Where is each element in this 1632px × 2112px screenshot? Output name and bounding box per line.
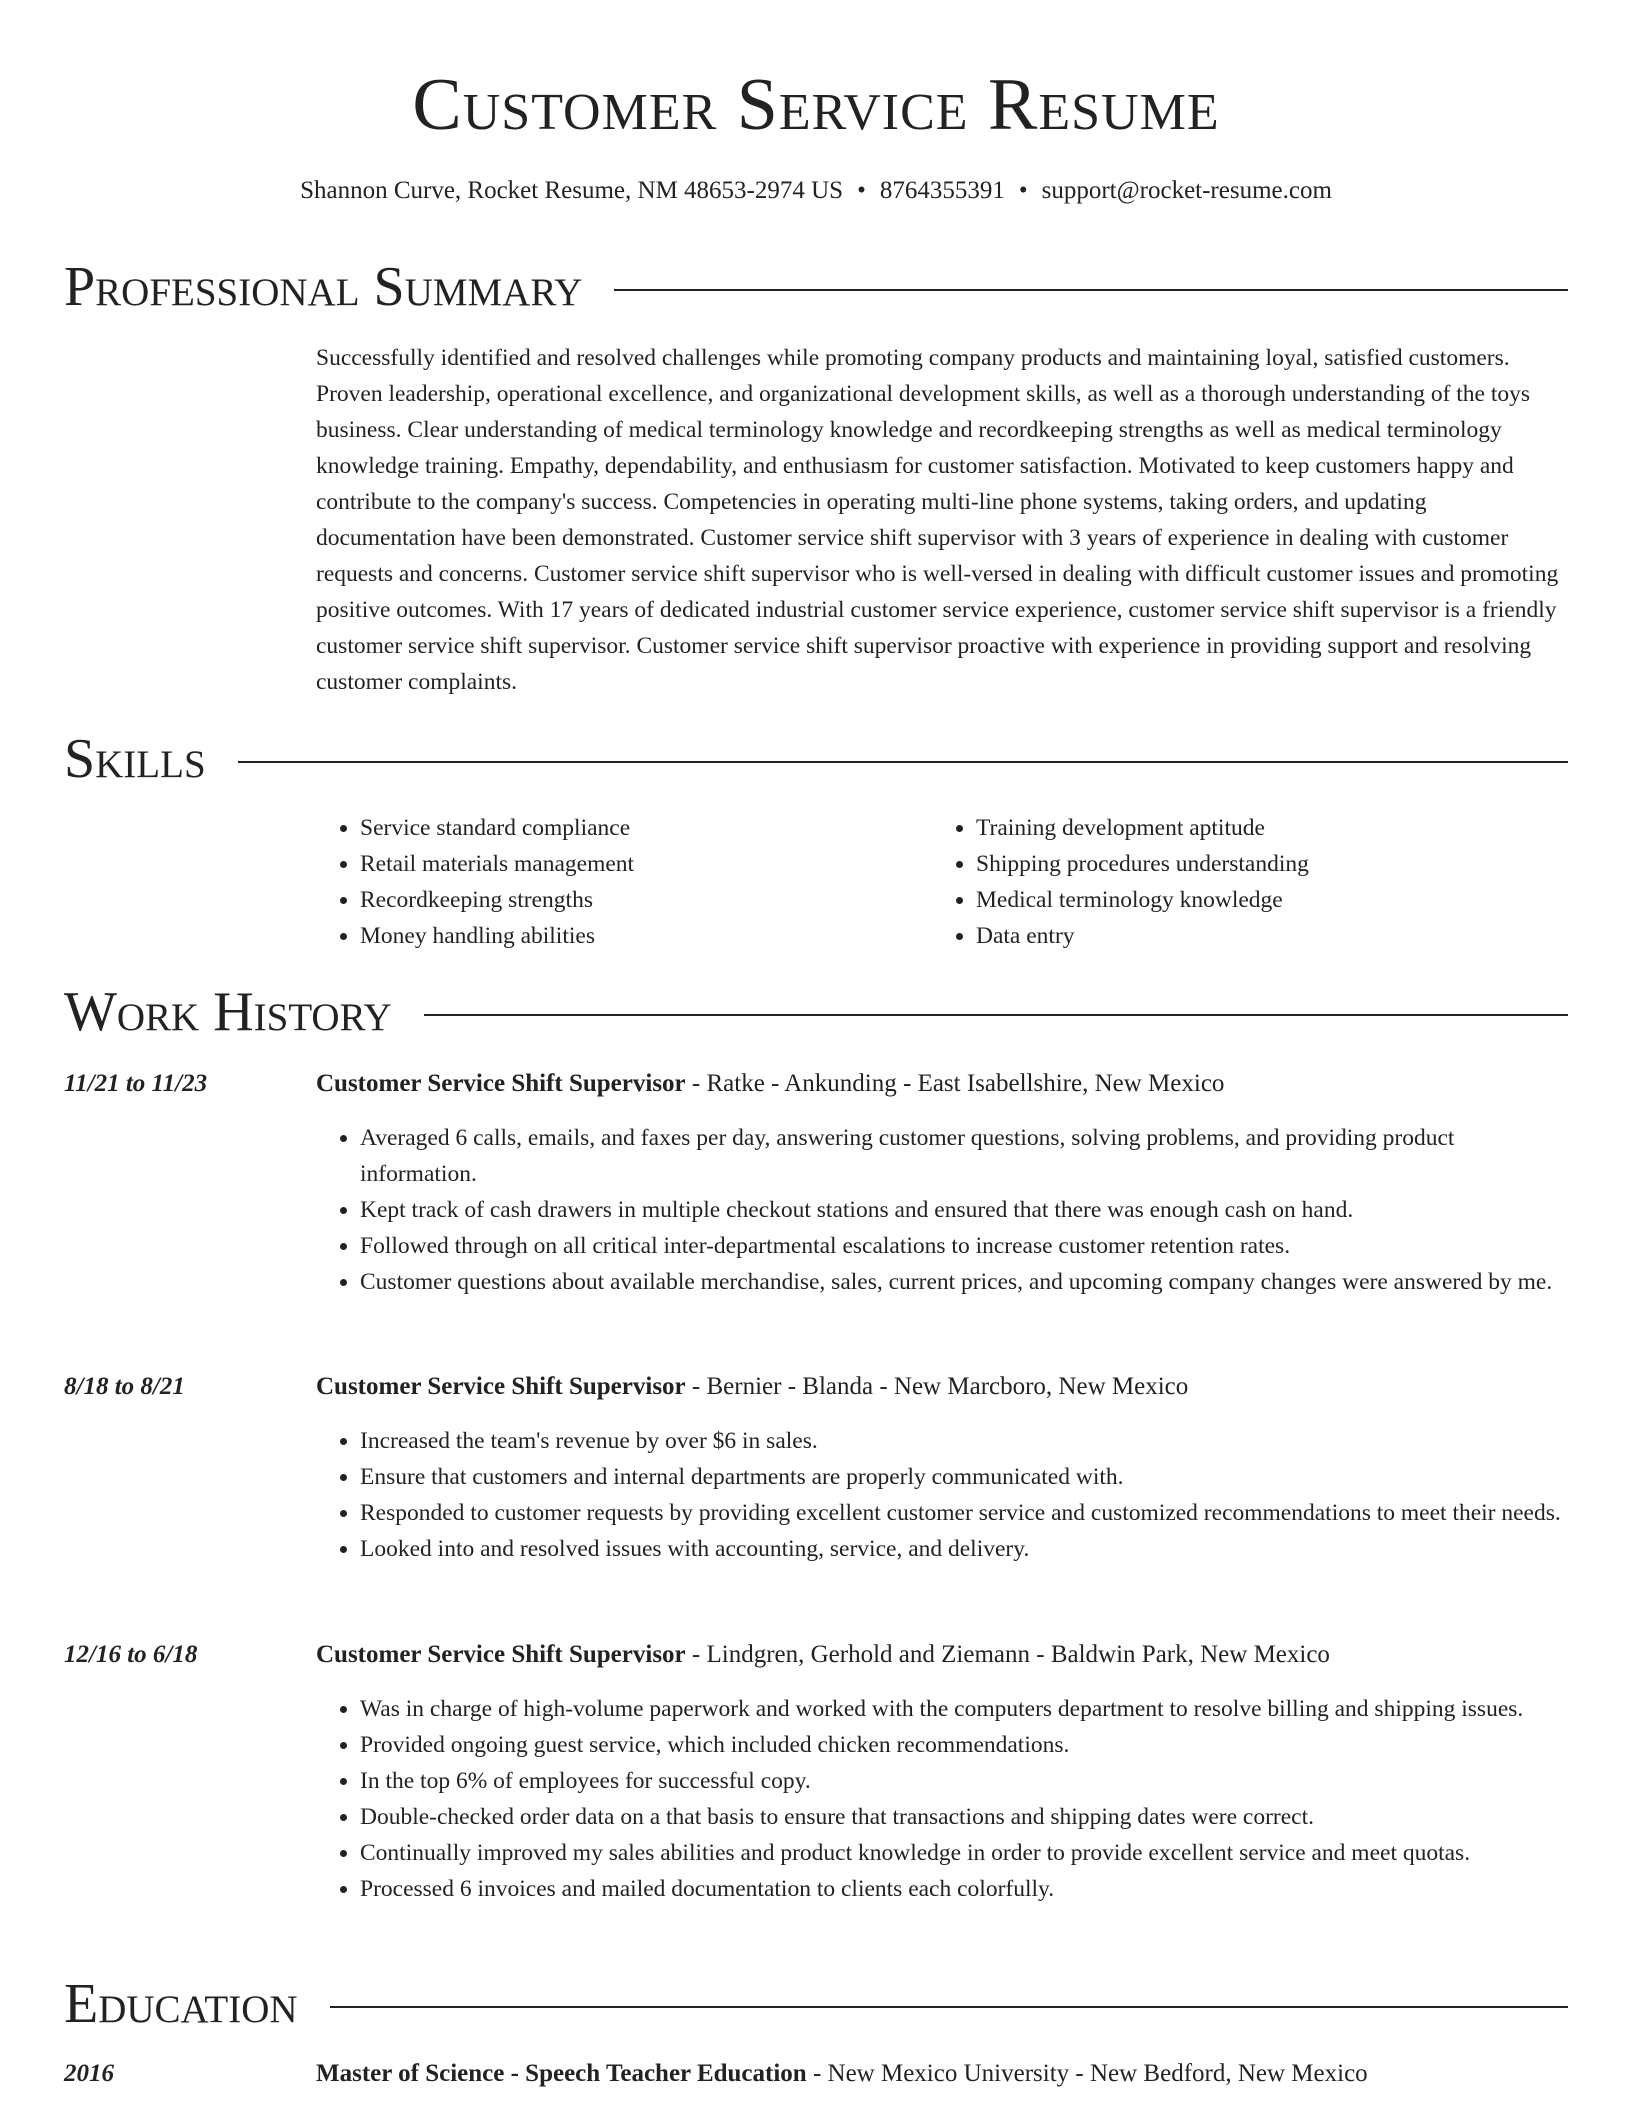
job-bullet: • Ensure that customers and internal departments are properly communicated with. [360, 1459, 1568, 1495]
job-employer: - Lindgren, Gerhold and Ziemann - Baldwin Park, New Mexico [685, 1641, 1330, 1668]
bullet-separator: • [857, 177, 866, 204]
skills-list-right [932, 810, 1576, 954]
job-bullet: • In the top 6% of employees for successful copy. [360, 1763, 1568, 1799]
heading-rule [614, 289, 1568, 291]
education-heading-text: Education [64, 1973, 298, 2035]
skill-item: • Service standard compliance [360, 810, 960, 846]
contact-line [0, 174, 1632, 208]
job-title-line [316, 1369, 1568, 1405]
heading-rule [330, 2006, 1568, 2008]
skills-heading-text: Skills [64, 728, 206, 790]
job-bullet: • Responded to customer requests by providing excellent customer service and customized recommendations to meet their needs. [360, 1495, 1568, 1531]
job-dates: 8/18 to 8/21 [64, 1373, 185, 1400]
job-bullet: • Looked into and resolved issues with accounting, service, and delivery. [360, 1531, 1568, 1567]
job-bullet: • Processed 6 invoices and mailed documentation to clients each colorfully. [360, 1871, 1568, 1907]
job-dates: 11/21 to 11/23 [64, 1070, 208, 1097]
job-role: Customer Service Shift Supervisor [316, 1070, 686, 1097]
job-dates: 12/16 to 6/18 [64, 1641, 198, 1668]
job-role: Customer Service Shift Supervisor [316, 1373, 686, 1400]
summary-heading-text: Professional Summary [64, 256, 583, 318]
skill-item: • Data entry [976, 918, 1576, 954]
education-year: 2016 [64, 2060, 114, 2087]
job-role: Customer Service Shift Supervisor [316, 1641, 686, 1668]
heading-rule [238, 761, 1568, 763]
summary-section-heading [64, 255, 1568, 319]
job-bullet-list [316, 1423, 1568, 1567]
heading-rule [424, 1014, 1568, 1016]
contact-address: Shannon Curve, Rocket Resume, NM 48653-2974 US [300, 177, 844, 204]
job-employer: - Ratke - Ankunding - East Isabellshire, New Mexico [685, 1070, 1225, 1097]
education-section-heading [64, 1972, 1568, 2036]
job-bullet-list [316, 1691, 1568, 1907]
contact-email: support@rocket-resume.com [1041, 177, 1332, 204]
skill-item: • Training development aptitude [976, 810, 1576, 846]
job-title-line [316, 1066, 1568, 1102]
skills-section-heading [64, 727, 1568, 791]
job-bullet: • Double-checked order data on a that basis to ensure that transactions and shipping dates were correct. [360, 1799, 1568, 1835]
job-bullet: • Customer questions about available merchandise, sales, current prices, and upcoming company changes were answered by me. [360, 1264, 1568, 1300]
resume-title: Customer Service Resume [412, 64, 1220, 146]
job-bullet: • Was in charge of high-volume paperwork and worked with the computers department to resolve billing and shipping issues. [360, 1691, 1568, 1727]
work-history-heading-text: Work History [64, 981, 392, 1043]
job-bullet-list [316, 1120, 1568, 1300]
contact-phone: 8764355391 [879, 177, 1005, 204]
job-employer: - Bernier - Blanda - New Marcboro, New Mexico [685, 1373, 1189, 1400]
skill-item: • Money handling abilities [360, 918, 960, 954]
job-bullet: • Averaged 6 calls, emails, and faxes per day, answering customer questions, solving problems, and providing product information. [360, 1120, 1568, 1192]
education-school: - New Mexico University - New Bedford, New Mexico [806, 2060, 1368, 2087]
education-line [316, 2056, 1568, 2092]
education-degree: Master of Science - Speech Teacher Education [316, 2060, 807, 2087]
job-bullet: • Followed through on all critical inter-departmental escalations to increase customer retention rates. [360, 1228, 1568, 1264]
skill-item: • Shipping procedures understanding [976, 846, 1576, 882]
job-bullet: • Kept track of cash drawers in multiple checkout stations and ensured that there was enough cash on hand. [360, 1192, 1568, 1228]
job-bullet: • Provided ongoing guest service, which included chicken recommendations. [360, 1727, 1568, 1763]
skills-list-left [316, 810, 960, 954]
skill-item: • Medical terminology knowledge [976, 882, 1576, 918]
work-history-section-heading [64, 980, 1568, 1044]
job-bullet: • Increased the team's revenue by over $6 in sales. [360, 1423, 1568, 1459]
skill-item: • Retail materials management [360, 846, 960, 882]
bullet-separator: • [1018, 177, 1028, 204]
job-title-line [316, 1637, 1568, 1673]
job-bullet: • Continually improved my sales abilities and product knowledge in order to provide excellent service and meet quotas. [360, 1835, 1568, 1871]
summary-paragraph: Successfully identified and resolved challenges while promoting company products and maintaining loyal, satisfied customers. Proven leadership, operational excellence, and organizational development skills, as well as a thorough understanding of the toys business. Clear understanding of medical terminology knowledge and recordkeeping strengths as well as medical terminology knowledge training. Empathy, dependability, and enthusiasm for customer satisfaction. Motivated to keep customers happy and contribute to the company's success. Competencies in operating multi-line phone systems, taking orders, and updating documentation have been demonstrated. Customer service shift supervisor with 3 years of experience in dealing with customer requests and concerns. Customer service shift supervisor who is well-versed in dealing with difficult customer issues and promoting positive outcomes. With 17 years of dedicated industrial customer service experience, customer service shift supervisor is a friendly customer service shift supervisor. Customer service shift supervisor proactive with experience in providing support and resolving customer complaints. [316, 345, 1559, 695]
skill-item: • Recordkeeping strengths [360, 882, 960, 918]
